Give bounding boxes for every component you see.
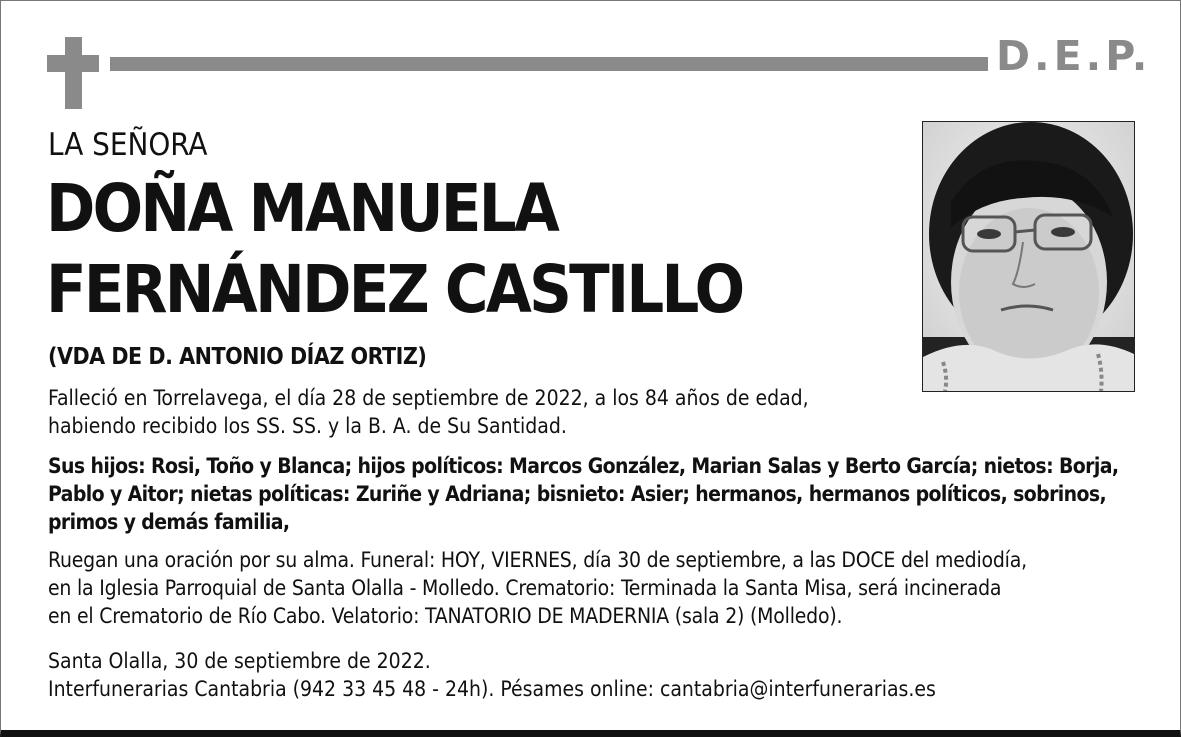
service-line: en el Crematorio de Río Cabo. Velatorio: TANATORIO DE MADERNIA (sala 2) (Molledo). xyxy=(48,604,843,628)
deceased-name-line2: FERNÁNDEZ CASTILLO xyxy=(46,251,743,328)
deceased-name-line1: DOÑA MANUELA xyxy=(46,170,558,247)
place-date: Santa Olalla, 30 de septiembre de 2022. xyxy=(48,649,431,673)
family-paragraph xyxy=(48,452,1143,536)
contact-line: Interfunerarias Cantabria (942 33 45 48 - 24h). Pésames online: cantabria@interfunerarias.es xyxy=(48,677,936,701)
cross-icon xyxy=(65,37,82,109)
cross-icon-bar xyxy=(47,55,99,72)
family-line: Sus hijos: Rosi, Toño y Blanca; hijos políticos: Marcos González, Marian Salas y Berto García; nietos: Borja, xyxy=(48,454,1119,478)
dep-initials: D.E.P. xyxy=(996,32,1152,80)
family-line: Pablo y Aitor; nietas políticas: Zuriñe y Adriana; bisnieto: Asier; hermanos, hermanos políticos, sobrinos, xyxy=(48,482,1107,506)
death-line: Falleció en Torrelavega, el día 28 de septiembre de 2022, a los 84 años de edad, xyxy=(48,386,809,410)
title-prefix: LA SEÑORA xyxy=(48,127,208,163)
death-line: habiendo recibido los SS. SS. y la B. A. de Su Santidad. xyxy=(48,414,567,438)
service-line: Ruegan una oración por su alma. Funeral: HOY, VIERNES, día 30 de septiembre, a las DOCE del mediodía, xyxy=(48,548,1027,572)
deceased-portrait xyxy=(922,121,1135,392)
death-paragraph xyxy=(48,384,888,440)
family-line: primos y demás familia, xyxy=(48,510,290,534)
service-paragraph xyxy=(48,546,1148,630)
closing-paragraph xyxy=(48,647,1048,703)
widow-of: (VDA DE D. ANTONIO DÍAZ ORTIZ) xyxy=(48,344,427,370)
service-line: en la Iglesia Parroquial de Santa Olalla - Molledo. Crematorio: Terminada la Santa Misa, será incinerada xyxy=(48,576,1002,600)
header-rule xyxy=(110,57,988,71)
